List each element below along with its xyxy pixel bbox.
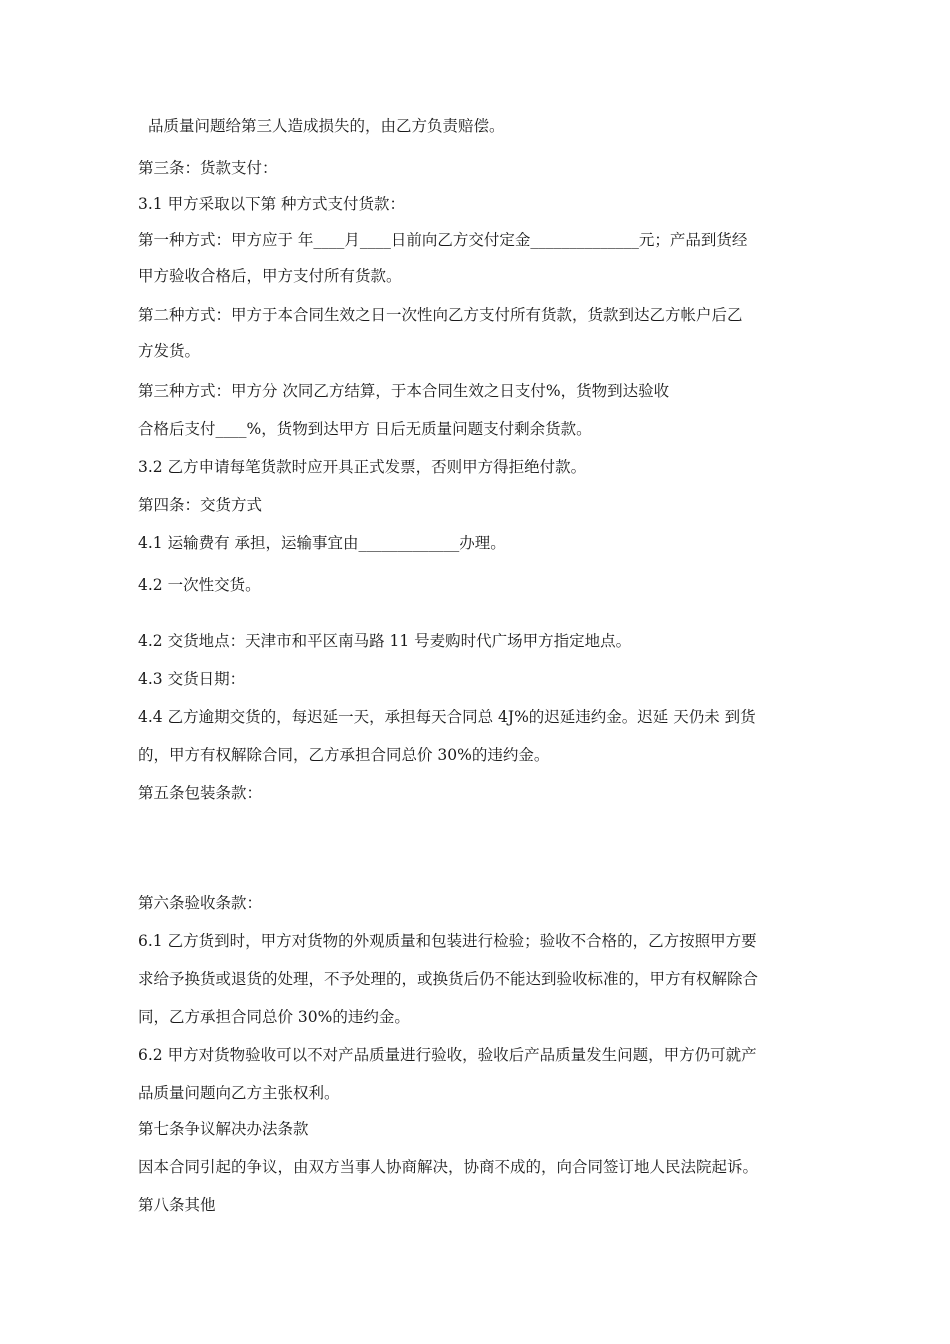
section-7-text: 因本合同引起的争议，由双方当事人协商解决，协商不成的，向合同签订地人民法院起诉。	[138, 1158, 759, 1176]
clause-4-4-line2: 的，甲方有权解除合同，乙方承担合同总价 30%的违约金。	[138, 746, 550, 764]
payment-method-3-line2: 合格后支付____%，货物到达甲方 日后无质量问题支付剩余货款。	[138, 420, 592, 438]
section-5-heading: 第五条包装条款：	[138, 784, 263, 802]
payment-method-1-line1: 第一种方式：甲方应于 年____月____日前向乙方交付定金______________元；产品到货经	[138, 231, 748, 249]
payment-method-1-line2: 甲方验收合格后，甲方支付所有货款。	[138, 267, 402, 285]
text-line-continuation: 品质量问题给第三人造成损失的，由乙方负责赔偿。	[148, 117, 505, 135]
clause-4-2-delivery: 4.2 一次性交货。	[138, 576, 261, 594]
section-3-heading: 第三条：货款支付：	[138, 159, 278, 177]
section-4-heading: 第四条：交货方式	[138, 496, 263, 514]
clause-6-1-line1: 6.1 乙方货到时，甲方对货物的外观质量和包装进行检验；验收不合格的，乙方按照甲方要	[138, 932, 757, 950]
clause-3-2: 3.2 乙方申请每笔货款时应开具正式发票，否则甲方得拒绝付款。	[138, 458, 587, 476]
clause-4-1: 4.1 运输费有 承担，运输事宜由_____________办理。	[138, 534, 506, 552]
clause-6-1-line3: 同，乙方承担合同总价 30%的违约金。	[138, 1008, 410, 1026]
clause-4-3: 4.3 交货日期：	[138, 670, 246, 688]
payment-method-2-line2: 方发货。	[138, 342, 201, 360]
clause-6-2-line1: 6.2 甲方对货物验收可以不对产品质量进行验收，验收后产品质量发生问题，甲方仍可就产	[138, 1046, 757, 1064]
section-8-heading: 第八条其他	[138, 1196, 216, 1214]
section-7-heading: 第七条争议解决办法条款	[138, 1120, 309, 1138]
clause-6-1-line2: 求给予换货或退货的处理，不予处理的，或换货后仍不能达到验收标准的，甲方有权解除合	[138, 970, 759, 988]
clause-6-2-line2: 品质量问题向乙方主张权利。	[138, 1084, 340, 1102]
payment-method-3-line1: 第三种方式：甲方分 次同乙方结算，于本合同生效之日支付%，货物到达验收	[138, 382, 670, 400]
clause-3-1: 3.1 甲方采取以下第 种方式支付货款：	[138, 195, 406, 213]
section-6-heading: 第六条验收条款：	[138, 894, 263, 912]
clause-4-4-line1: 4.4 乙方逾期交货的，每迟延一天，承担每天合同总 4J%的迟延违约金。迟延 天仍未 到货	[138, 708, 756, 726]
clause-4-2-location: 4.2 交货地点：天津市和平区南马路 11 号麦购时代广场甲方指定地点。	[138, 632, 632, 650]
payment-method-2-line1: 第二种方式：甲方于本合同生效之日一次性向乙方支付所有货款，货款到达乙方帐户后乙	[138, 306, 743, 324]
